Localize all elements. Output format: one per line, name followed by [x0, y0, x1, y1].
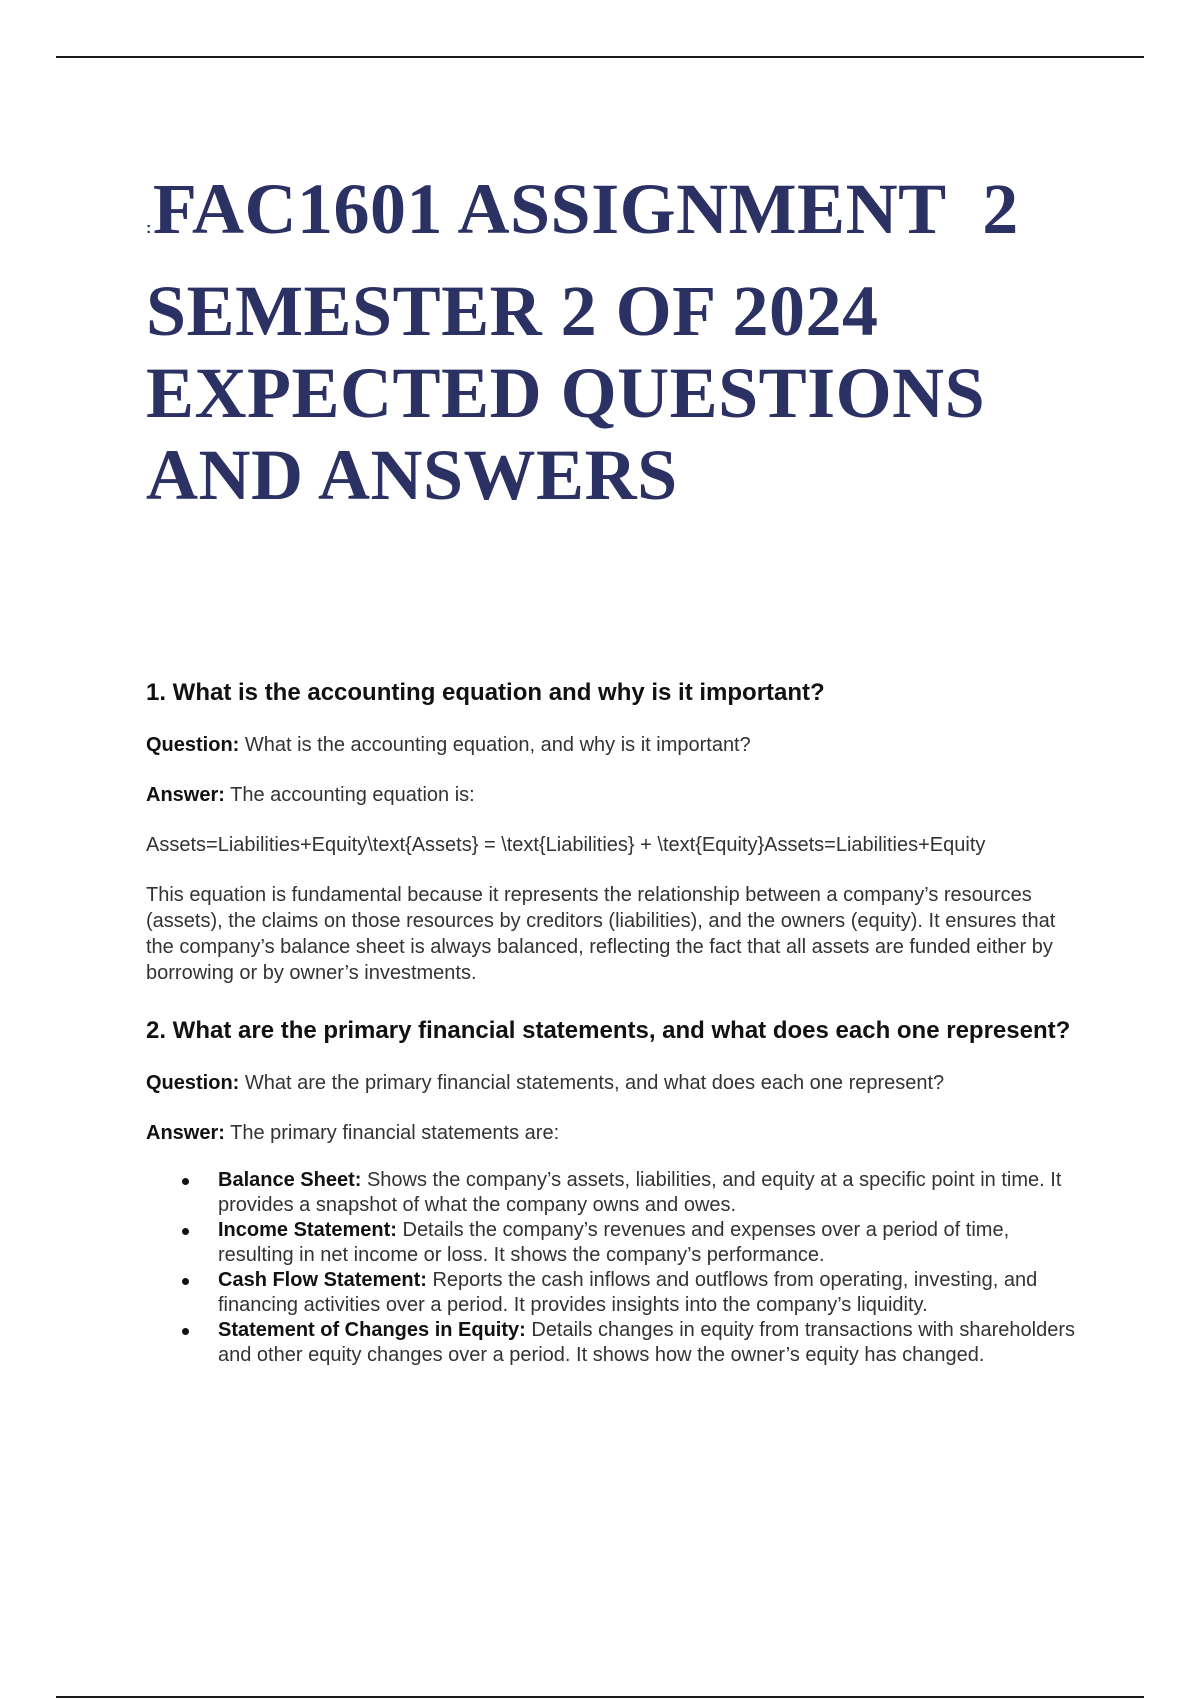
list-item-cash-flow-statement	[146, 1268, 1086, 1318]
question-2-question-label: Question:	[146, 1072, 240, 1094]
top-rule	[56, 56, 1144, 58]
list-item-balance-sheet	[146, 1168, 1086, 1218]
bottom-rule	[56, 1696, 1144, 1698]
title-block	[146, 168, 1106, 516]
list-item-text: Details changes in equity from transactions with shareholders and other equity changes over a period. It shows how the owner’s equity has changed.	[218, 1319, 1075, 1366]
list-item-label: Income Statement:	[218, 1219, 397, 1241]
list-item-income-statement	[146, 1218, 1086, 1268]
question-1-heading: 1. What is the accounting equation and why is it important?	[146, 679, 825, 706]
bullet-icon	[182, 1178, 189, 1185]
bullet-icon	[182, 1228, 189, 1235]
list-item-text: Details the company’s revenues and expenses over a period of time, resulting in net income or loss. It shows the company’s performance.	[218, 1219, 1010, 1266]
accounting-equation: Assets=Liabilities+Equity\text{Assets} = \text{Liabilities} + \text{Equity}Assets=Liabilities+Equity	[146, 834, 986, 856]
question-2-answer-text: The primary financial statements are:	[224, 1122, 560, 1144]
title-line-4: AND ANSWERS	[146, 435, 678, 515]
list-item-label: Cash Flow Statement:	[218, 1269, 427, 1291]
title-prefix: :	[146, 220, 152, 237]
question-2-answer	[146, 1120, 1086, 1146]
question-2-question-text: What are the primary financial statements, and what does each one represent?	[239, 1072, 945, 1094]
list-item-text: Shows the company’s assets, liabilities, and equity at a specific point in time. It provides a snapshot of what the company owns and owes.	[218, 1169, 1062, 1216]
question-2-heading: 2. What are the primary financial statements, and what does each one represent?	[146, 1017, 1071, 1044]
question-1-answer-text: The accounting equation is:	[224, 784, 475, 806]
title-line-1-text: FAC1601 ASSIGNMENT 2	[152, 169, 1019, 249]
title-line-2: SEMESTER 2 OF 2024	[146, 271, 879, 351]
list-item-label: Statement of Changes in Equity:	[218, 1319, 526, 1341]
question-1-question-label: Question:	[146, 734, 240, 756]
bullet-icon	[182, 1278, 189, 1285]
title-line-3: EXPECTED QUESTIONS	[146, 353, 986, 433]
title-line-1	[146, 168, 1106, 270]
document-content	[146, 678, 1086, 1368]
question-2-question	[146, 1070, 1086, 1096]
list-item-text: Reports the cash inflows and outflows from operating, investing, and financing activities over a period. It provides insights into the company’s liquidity.	[218, 1269, 1038, 1316]
question-1-answer	[146, 782, 1086, 808]
list-item-label: Balance Sheet:	[218, 1169, 362, 1191]
question-1-question	[146, 732, 1086, 758]
financial-statements-list	[146, 1168, 1086, 1368]
page-title	[146, 168, 1106, 516]
question-1-question-text: What is the accounting equation, and why is it important?	[239, 734, 751, 756]
question-2-answer-label: Answer:	[146, 1122, 225, 1144]
question-1-answer-label: Answer:	[146, 784, 225, 806]
bullet-icon	[182, 1328, 189, 1335]
list-item-changes-in-equity	[146, 1318, 1086, 1368]
question-1-explanation: This equation is fundamental because it represents the relationship between a company’s resources (assets), the claims on those resources by creditors (liabilities), and the owners (equity). It ensures that the company’s balance sheet is always balanced, reflecting the fact that all assets are funded either by borrowing or by owner’s investments.	[146, 884, 1056, 984]
